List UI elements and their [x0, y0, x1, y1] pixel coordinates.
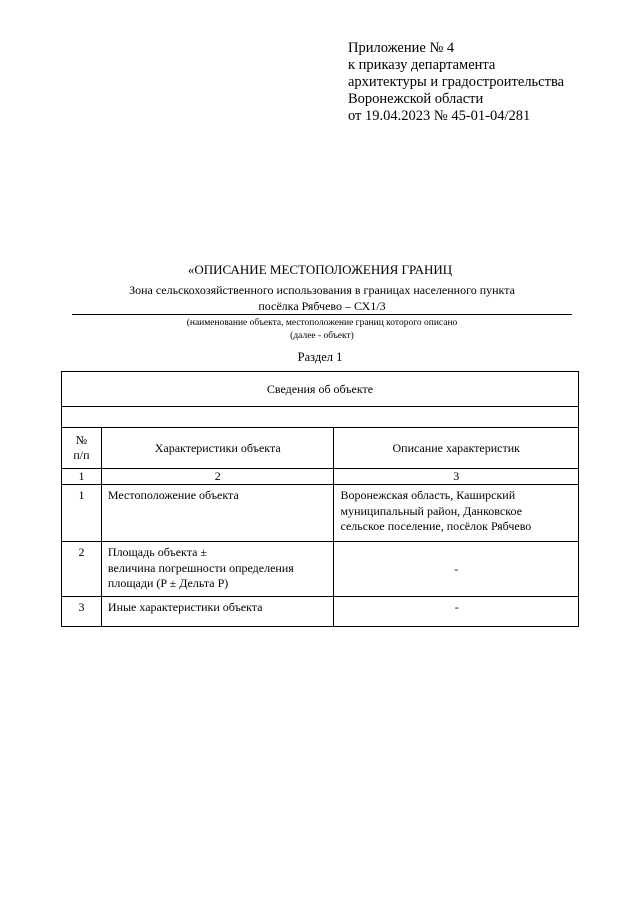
table-row — [62, 542, 579, 597]
characteristic-line: величина погрешности определения — [107, 560, 294, 575]
row-characteristic — [101, 542, 334, 597]
row-characteristic: Иные характеристики объекта — [101, 597, 334, 627]
object-name-note — [72, 317, 572, 342]
description-line: муниципальный район, Данковское — [340, 503, 522, 518]
column-number: 3 — [334, 469, 579, 485]
appendix-line: от 19.04.2023 № 45-01-04/281 — [348, 108, 531, 124]
appendix-line: архитектуры и градостроительства — [348, 74, 565, 90]
object-info-table — [61, 371, 579, 627]
table-caption: Сведения об объекте — [62, 372, 579, 407]
section-label: Раздел 1 — [297, 350, 343, 364]
appendix-line: Приложение № 4 — [348, 40, 455, 56]
row-number: 3 — [62, 597, 102, 627]
header-description: Описание характеристик — [334, 428, 579, 469]
object-name-line: Зона сельскохозяйственного использования в границах населенного пункта — [129, 283, 515, 297]
note-line: (наименование объекта, местоположение границ которого описано — [186, 318, 458, 328]
header-num-line: № — [75, 433, 88, 447]
underline-divider — [72, 314, 572, 315]
header-num-line: п/п — [73, 448, 90, 462]
characteristic-line: площади (P ± Дельта P) — [107, 576, 229, 590]
row-description: - — [334, 597, 579, 627]
table-caption-row — [62, 372, 579, 407]
description-line: сельское поселение, посёлок Рябчево — [340, 519, 532, 533]
column-number: 2 — [101, 469, 334, 485]
characteristic-line: Площадь объекта ± — [107, 545, 208, 559]
empty-cell — [62, 407, 579, 428]
object-name — [72, 283, 572, 314]
document-title: «ОПИСАНИЕ МЕСТОПОЛОЖЕНИЯ ГРАНИЦ — [187, 262, 453, 277]
note-line: (далее - объект) — [290, 330, 354, 341]
row-number: 2 — [62, 542, 102, 597]
table-empty-row — [62, 407, 579, 428]
column-number: 1 — [62, 469, 102, 485]
object-name-line: посёлка Рябчево – СХ1/3 — [258, 298, 386, 313]
column-number-row — [62, 469, 579, 485]
appendix-line: к приказу департамента — [348, 57, 496, 73]
row-description — [334, 485, 579, 542]
header-num — [62, 428, 102, 469]
table-row — [62, 597, 579, 627]
appendix-block — [348, 40, 564, 125]
table-header-row — [62, 428, 579, 469]
row-description: - — [334, 542, 579, 597]
table-row — [62, 485, 579, 542]
row-number: 1 — [62, 485, 102, 542]
appendix-line: Воронежской области — [348, 91, 484, 107]
row-characteristic: Местоположение объекта — [101, 485, 334, 542]
header-characteristic: Характеристики объекта — [101, 428, 334, 469]
description-line: Воронежская область, Каширский — [340, 488, 516, 502]
